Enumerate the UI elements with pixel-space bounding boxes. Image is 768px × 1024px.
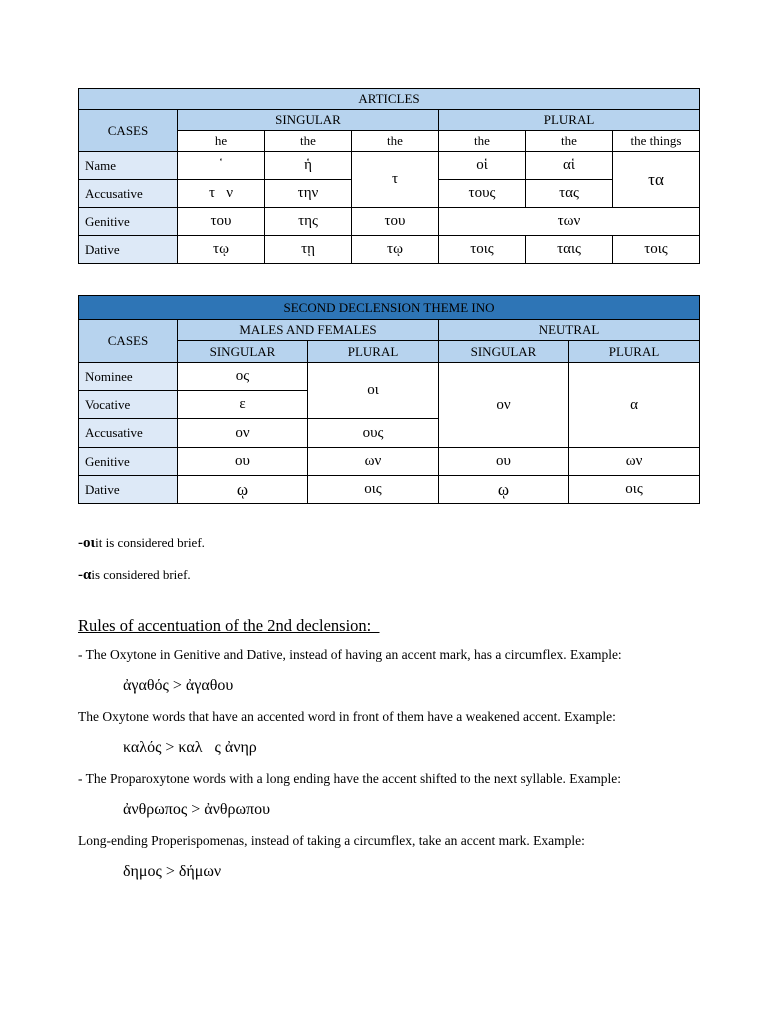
cell: ων [569,448,700,476]
cell: της [265,208,352,236]
cases-header: CASES [79,110,178,152]
cell: ῾ [178,152,265,180]
cell-merged: των [439,208,700,236]
cell: τας [526,180,613,208]
rule-text: - The Oxytone in Genitive and Dative, instead of having an accent mark, has a circumflex. Example: [78,647,622,662]
col-header: he [178,131,265,152]
cell: ταις [526,236,613,264]
cell: ου [178,448,308,476]
articles-table [78,88,700,264]
cell: οις [569,476,700,504]
cell: αἱ [526,152,613,180]
cell: του [178,208,265,236]
col-header: the [352,131,439,152]
note-text: it is considered brief. [95,535,205,550]
cell: ους [308,419,439,448]
sub-header: PLURAL [569,341,700,363]
note-oi [78,535,205,552]
cell: οἱ [439,152,526,180]
cell: ῳ [178,476,308,504]
cell: τῳ [178,236,265,264]
row-label-genitive: Genitive [79,208,178,236]
row-label-dative: Dative [79,476,178,504]
col-header: the things [613,131,700,152]
col-header: the [265,131,352,152]
cell: ων [308,448,439,476]
cell: τοις [439,236,526,264]
cell: ος [178,363,308,391]
rule-example: ἀγαθός > ἀγαθου [123,677,234,694]
cell: τῃ [265,236,352,264]
rule-example: καλός > καλ ς ἀνηρ [123,739,257,756]
cell: τῳ [352,236,439,264]
cell: τους [439,180,526,208]
cell: ον [178,419,308,448]
sub-header: SINGULAR [178,341,308,363]
rule-text: - The Proparoxytone words with a long ending have the accent shifted to the next syllable. Example: [78,771,621,786]
rule-text: The Oxytone words that have an accented word in front of them have a weakened accent. Example: [78,709,616,724]
singular-header: SINGULAR [178,110,439,131]
sub-header: SINGULAR [439,341,569,363]
rule-example: δημος > δήμων [123,863,222,880]
cell: ῳ [439,476,569,504]
cell: τοις [613,236,700,264]
sub-header: PLURAL [308,341,439,363]
col-header: the [439,131,526,152]
males-females-header: MALES AND FEMALES [178,320,439,341]
note-a [78,567,191,584]
cell: την [265,180,352,208]
note-text: is considered brief. [91,567,191,582]
articles-title: ARTICLES [79,89,700,110]
row-label-accusative: Accusative [79,180,178,208]
cell: οις [308,476,439,504]
row-label-name: Name [79,152,178,180]
row-label-dative: Dative [79,236,178,264]
cell: τ ν [178,180,265,208]
note-mark: -οι [78,535,96,551]
cell: ε [178,391,308,419]
declension-title: SECOND DECLENSION THEME INO [79,296,700,320]
row-label-vocative: Vocative [79,391,178,419]
col-header: the [526,131,613,152]
rules-heading: Rules of accentuation of the 2nd declension: [78,616,380,635]
row-label-genitive: Genitive [79,448,178,476]
declension-table [78,295,700,504]
cell-merged: τ [352,152,439,208]
cases-header: CASES [79,320,178,363]
cell: του [352,208,439,236]
plural-header: PLURAL [439,110,700,131]
cell: ου [439,448,569,476]
cell-merged: οι [308,363,439,419]
note-mark: -α [78,567,92,583]
row-label-accusative: Accusative [79,419,178,448]
cell-merged: ον [439,363,569,448]
cell-merged: τα [613,152,700,208]
cell: ἡ [265,152,352,180]
neutral-header: NEUTRAL [439,320,700,341]
rule-text: Long-ending Properispomenas, instead of taking a circumflex, take an accent mark. Example: [78,833,585,848]
cell-merged: α [569,363,700,448]
row-label-nominee: Nominee [79,363,178,391]
rule-example: ἀνθρωπος > ἀνθρωπου [123,801,271,818]
